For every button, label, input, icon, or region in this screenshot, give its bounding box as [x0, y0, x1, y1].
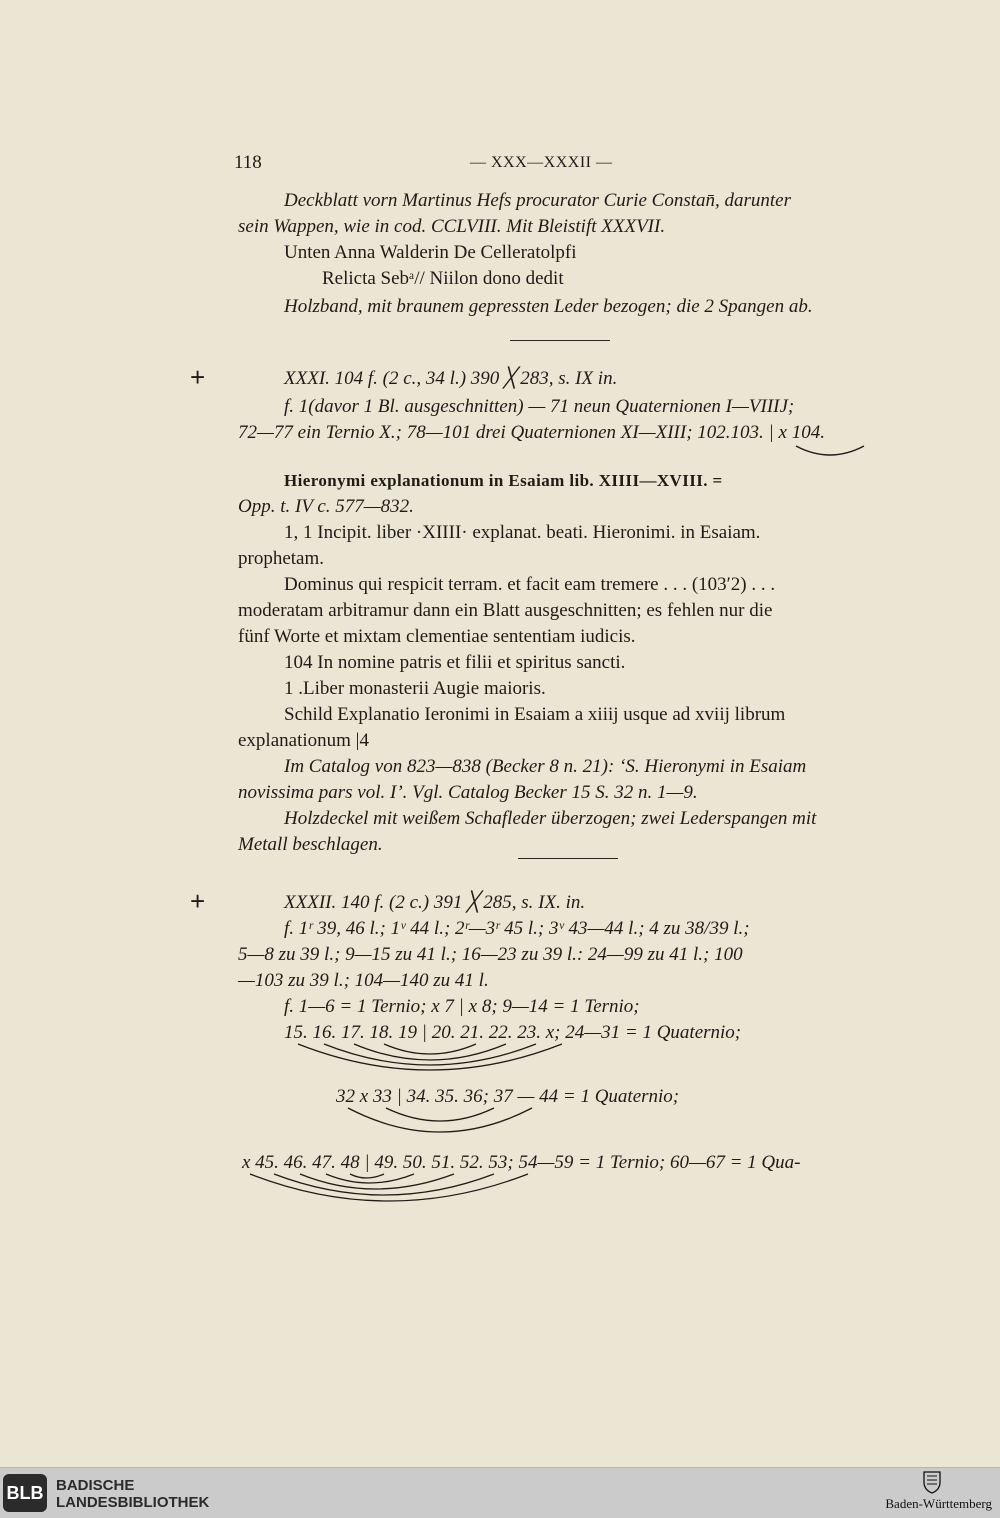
xxxi-text-2: moderatam arbitramur dann ein Blatt ausgeschnitten; es fehlen nur die: [238, 600, 773, 621]
plus-marker: +: [190, 362, 206, 392]
xxxi-text-3: fünf Worte et mixtam clementiae sententiam iudicis.: [238, 626, 636, 647]
xxxi-fol-104: 104 In nomine patris et filii et spiritus sancti.: [284, 652, 626, 673]
xxx-line-2: sein Wappen, wie in cod. CCLVIII. Mit Bleistift XXXVII.: [238, 216, 666, 237]
xxxi-text-1: Dominus qui respicit terram. et facit eam tremere . . . (103′2) . . .: [284, 574, 776, 595]
quire-arc: [790, 442, 870, 464]
xxxi-incipit-1: 1, 1 Incipit. liber ·XIIII· explanat. beati. Hieronimi. in Esaiam.: [284, 522, 761, 543]
blb-logo[interactable]: BLB: [3, 1474, 47, 1512]
section-divider: [518, 858, 618, 859]
xxxi-ownership: 1 .Liber monasterii Augie maioris.: [284, 678, 546, 699]
xxxi-schild-1: Schild Explanatio Ieronimi in Esaiam a xiiij usque ad xviij librum: [284, 704, 786, 725]
quire-arcs-2: [340, 1104, 540, 1138]
xxxi-catalog-2: novissima pars vol. I’. Vgl. Catalog Becker 15 S. 32 n. 1—9.: [238, 782, 698, 803]
plus-marker: +: [190, 886, 206, 916]
xxxi-catalog-1: Im Catalog von 823—838 (Becker 8 n. 21): ‘S. Hieronymi in Esaiam: [284, 756, 807, 777]
page-number: 118: [234, 152, 262, 173]
xxxi-heading: XXXI. 104 f. (2 c., 34 l.) 390 ╳ 283, s. IX in.: [284, 368, 618, 389]
xxxi-incipit-2: prophetam.: [238, 548, 325, 569]
xxx-line-3: Unten Anna Walderin De Celleratolpfi: [284, 242, 577, 263]
xxxi-binding-2: Metall beschlagen.: [238, 834, 383, 855]
xxxi-schild-2: explanationum |4: [238, 730, 369, 751]
xxxii-lines-3: —103 zu 39 l.; 104—140 zu 41 l.: [238, 970, 489, 991]
xxx-line-4: Relicta Sebᵃ// Niilon dono dedit: [322, 268, 564, 289]
xxxii-quires-2: 15. 16. 17. 18. 19 | 20. 21. 22. 23. x; 24—31 = 1 Quaternio;: [284, 1022, 742, 1043]
footer-bar: [0, 1467, 1000, 1518]
xxxii-lines-2: 5—8 zu 39 l.; 9—15 zu 41 l.; 16—23 zu 39 l.: 24—99 zu 41 l.; 100: [238, 944, 743, 965]
xxxii-quires-3: 32 x 33 | 34. 35. 36; 37 — 44 = 1 Quaternio;: [336, 1086, 680, 1107]
quire-arcs-3: [244, 1170, 534, 1210]
xxxi-binding-1: Holzdeckel mit weißem Schafleder überzogen; zwei Lederspangen mit: [284, 808, 817, 829]
library-name[interactable]: [56, 1477, 209, 1511]
xxxi-foliation-2: 72—77 ein Ternio X.; 78—101 drei Quaternionen XI—XIII; 102.103. | x 104.: [238, 422, 825, 443]
library-name-line-2: LANDESBIBLIOTHEK: [56, 1494, 210, 1511]
quire-arcs-1: [280, 1040, 580, 1086]
xxxii-lines-1: f. 1ʳ 39, 46 l.; 1ᵛ 44 l.; 2ʳ—3ʳ 45 l.; 3ᵛ 43—44 l.; 4 zu 38/39 l.;: [284, 918, 750, 939]
xxxii-quires-1: f. 1—6 = 1 Ternio; x 7 | x 8; 9—14 = 1 Ternio;: [284, 996, 640, 1017]
section-divider: [510, 340, 610, 341]
state-label: Baden-Württemberg: [885, 1496, 992, 1511]
page-header-title: — XXX—XXXII —: [470, 154, 613, 171]
xxx-line-1: Deckblatt vorn Martinus Hefs procurator Curie Constan̄, darunter: [284, 190, 791, 211]
xxx-line-5: Holzband, mit braunem gepressten Leder bezogen; die 2 Spangen ab.: [284, 296, 813, 317]
xxxii-heading: XXXII. 140 f. (2 c.) 391 ╳ 285, s. IX. in.: [284, 892, 586, 913]
xxxi-title-2: Opp. t. IV c. 577—832.: [238, 496, 414, 517]
xxxi-foliation-1: f. 1(davor 1 Bl. ausgeschnitten) — 71 neun Quaternionen I—VIIIJ;: [284, 396, 795, 417]
library-name-line-1: BADISCHE: [56, 1477, 135, 1494]
xxxii-quires-4: x 45. 46. 47. 48 | 49. 50. 51. 52. 53; 54—59 = 1 Ternio; 60—67 = 1 Qua-: [242, 1152, 801, 1173]
xxxi-title-1: Hieronymi explanationum in Esaiam lib. XIIII—XVIII. =: [284, 471, 723, 490]
coat-of-arms-icon: [922, 1470, 942, 1494]
